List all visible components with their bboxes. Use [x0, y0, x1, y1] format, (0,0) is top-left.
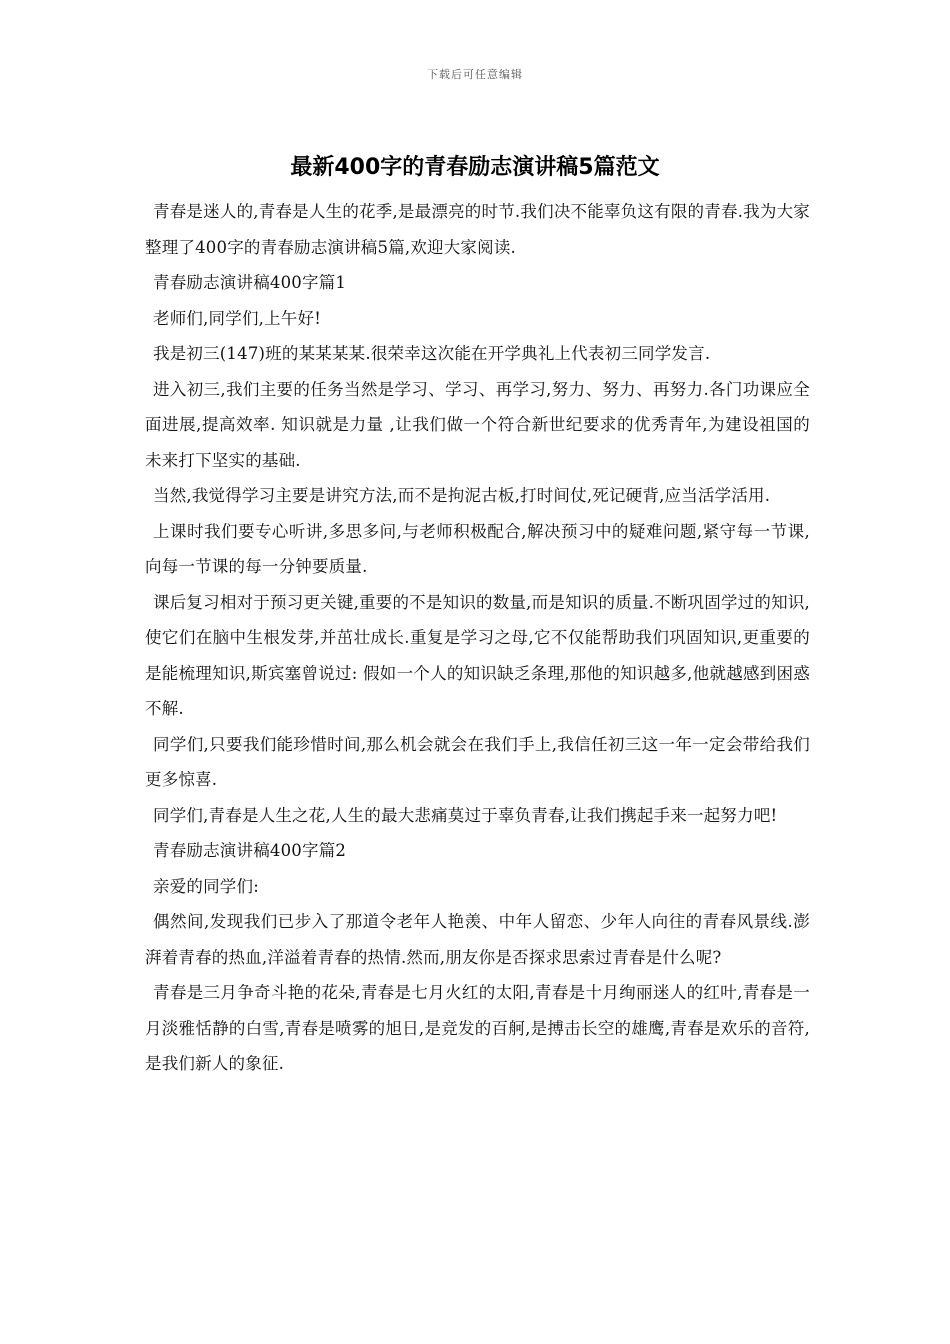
document-title: 最新400字的青春励志演讲稿5篇范文	[290, 155, 660, 180]
paragraph: 我是初三(147)班的某某某某.很荣幸这次能在开学典礼上代表初三同学发言.	[153, 344, 711, 363]
paragraph: 当然,我觉得学习主要是讲究方法,而不是拘泥古板,打时间仗,死记硬背,应当活学活用.	[153, 486, 771, 505]
paragraph: 进入初三,我们主要的任务当然是学习、学习、再学习,努力、努力、再努力.各门功课应全面进展,提高效率. 知识就是力量 ,让我们做一个符合新世纪要求的优秀青年,为建设祖国的未来打下坚实的基础.	[145, 379, 810, 470]
document-body	[145, 194, 810, 1082]
paragraph-greeting-1: 老师们,同学们,上午好!	[153, 308, 322, 328]
header-note: 下载后可任意编辑	[427, 68, 523, 81]
paragraph: 同学们,只要我们能珍惜时间,那么机会就会在我们手上,我信任初三这一年一定会带给我们更多惊喜.	[145, 734, 810, 789]
paragraph: 青春是三月争奇斗艳的花朵,青春是七月火红的太阳,青春是十月绚丽迷人的红叶,青春是一月淡雅恬静的白雪,青春是喷雾的旭日,是竞发的百舸,是搏击长空的雄鹰,青春是欢乐的音符,是我们新人的象征.	[145, 983, 810, 1073]
section-heading-1: 青春励志演讲稿400字篇1	[153, 273, 347, 292]
paragraph: 同学们,青春是人生之花,人生的最大悲痛莫过于辜负青春,让我们携起手来一起努力吧!	[153, 805, 778, 825]
paragraph-intro: 青春是迷人的,青春是人生的花季,是最漂亮的时节.我们决不能辜负这有限的青春.我为大家整理了400字的青春励志演讲稿5篇,欢迎大家阅读.	[145, 202, 810, 257]
paragraph: 偶然间,发现我们已步入了那道令老年人艳羡、中年人留恋、少年人向往的青春风景线.澎湃着青春的热血,洋溢着青春的热情.然而,朋友你是否探求思索过青春是什么呢?	[145, 912, 810, 967]
paragraph: 课后复习相对于预习更关键,重要的不是知识的数量,而是知识的质量.不断巩固学过的知识,使它们在脑中生根发芽,并茁壮成长.重复是学习之母,它不仅能帮助我们巩固知识,更重要的是能梳理知识,斯宾塞曾说过: 假如一个人的知识缺乏条理,那他的知识越多,他就越感到困惑不解.	[145, 592, 810, 718]
section-heading-2: 青春励志演讲稿400字篇2	[153, 841, 347, 860]
paragraph: 上课时我们要专心听讲,多思多问,与老师积极配合,解决预习中的疑难问题,紧守每一节课,向每一节课的每一分钟要质量.	[145, 521, 810, 576]
paragraph-greeting-2: 亲爱的同学们:	[153, 876, 259, 896]
